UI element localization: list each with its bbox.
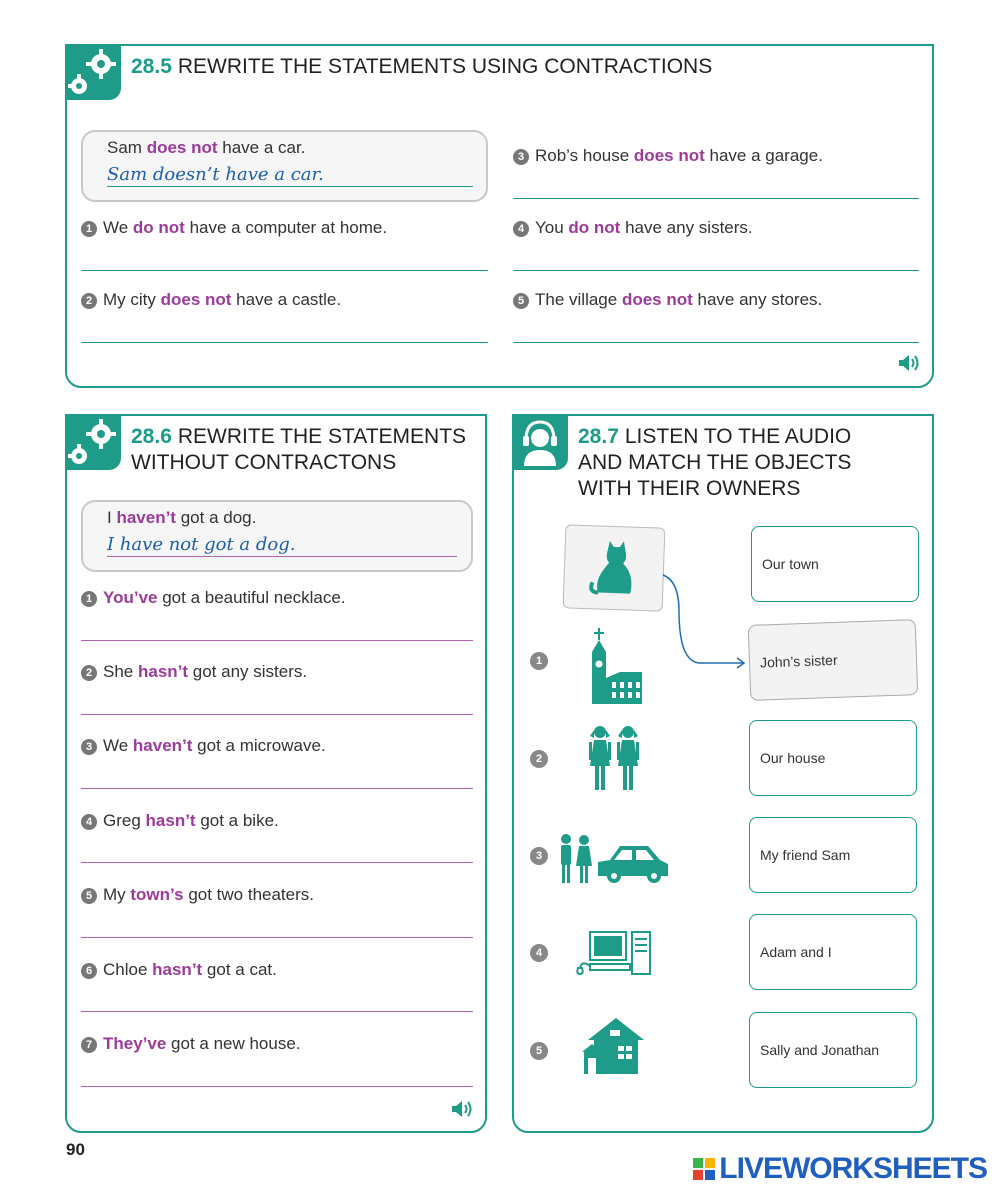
match-arrow (659, 571, 749, 681)
question-2: 2 My city does not have a castle. (81, 290, 341, 310)
answer-input-3[interactable] (513, 198, 919, 199)
owner-option-5[interactable]: Adam and I (749, 914, 917, 990)
question-2: 2 She hasn’t got any sisters. (81, 662, 307, 682)
match-number-3: 3 (530, 847, 548, 865)
exercise-28-7-panel (512, 414, 934, 1133)
church-icon (586, 626, 646, 706)
exercise-28-5-panel (65, 44, 934, 388)
answer-input-4[interactable] (81, 862, 473, 863)
exercise-number: 28.5 (131, 55, 172, 78)
family-car-icon (558, 832, 672, 886)
example-prompt: I haven’t got a dog. (107, 508, 257, 527)
headphones-icon (512, 414, 568, 470)
answer-input-6[interactable] (81, 1011, 473, 1012)
question-1: 1 We do not have a computer at home. (81, 218, 387, 238)
answer-input-2[interactable] (81, 342, 488, 343)
cat-icon (564, 525, 665, 610)
page-number: 90 (66, 1140, 85, 1159)
question-7: 7 They’ve got a new house. (81, 1034, 301, 1054)
question-5: 5 My town’s got two theaters. (81, 885, 314, 905)
match-number-1: 1 (530, 652, 548, 670)
gear-icon (65, 44, 121, 100)
answer-input-4[interactable] (513, 270, 919, 271)
exercise-title: 28.6 REWRITE THE STATEMENTS WITHOUT CONTRACTONS (131, 425, 467, 474)
exercise-title: 28.7 LISTEN TO THE AUDIO AND MATCH THE OBJECTS WITH THEIR OWNERS (578, 425, 852, 500)
gear-icon (65, 414, 121, 470)
answer-input-7[interactable] (81, 1086, 473, 1087)
example-box (81, 500, 473, 572)
example-box (81, 130, 488, 202)
match-number-5: 5 (530, 1042, 548, 1060)
answer-input-3[interactable] (81, 788, 473, 789)
exercise-28-6-panel (65, 414, 487, 1133)
owner-option-6[interactable]: Sally and Jonathan (749, 1012, 917, 1088)
exercise-number: 28.7 (578, 425, 619, 448)
answer-input-1[interactable] (81, 270, 488, 271)
liveworksheets-logo[interactable] (693, 1152, 987, 1186)
brand-name: LIVEWORKSHEETS (719, 1152, 987, 1185)
cat-card (563, 524, 666, 611)
question-5: 5 The village does not have any stores. (513, 290, 822, 310)
match-number-4: 4 (530, 944, 548, 962)
speaker-icon[interactable] (450, 1098, 474, 1120)
answer-input-5[interactable] (513, 342, 919, 343)
owner-option-3[interactable]: Our house (749, 720, 917, 796)
exercise-title-text: REWRITE THE STATEMENTS USING CONTRACTIONS (177, 55, 713, 78)
house-icon (580, 1016, 646, 1078)
question-4: 4 Greg hasn’t got a bike. (81, 811, 279, 831)
answer-input-5[interactable] (81, 937, 473, 938)
question-3: 3 Rob’s house does not have a garage. (513, 146, 823, 166)
question-1: 1 You’ve got a beautiful necklace. (81, 588, 346, 608)
computer-icon (572, 928, 656, 980)
answer-line (107, 186, 473, 187)
question-4: 4 You do not have any sisters. (513, 218, 753, 238)
exercise-number: 28.6 (131, 425, 172, 448)
question-3: 3 We haven’t got a microwave. (81, 736, 326, 756)
example-answer: Sam doesn’t have a car. (107, 164, 324, 185)
question-6: 6 Chloe hasn’t got a cat. (81, 960, 277, 980)
twin-girls-icon (586, 724, 646, 794)
answer-line (107, 556, 457, 557)
answer-input-1[interactable] (81, 640, 473, 641)
owner-option-1[interactable]: Our town (751, 526, 919, 602)
owner-option-2[interactable]: John’s sister (748, 619, 919, 701)
match-number-2: 2 (530, 750, 548, 768)
example-prompt: Sam does not have a car. (107, 138, 306, 157)
answer-input-2[interactable] (81, 714, 473, 715)
liveworksheets-logo-icon (693, 1158, 715, 1180)
speaker-icon[interactable] (897, 352, 921, 374)
example-answer: I have not got a dog. (107, 534, 296, 555)
owner-option-4[interactable]: My friend Sam (749, 817, 917, 893)
exercise-title (131, 54, 712, 80)
